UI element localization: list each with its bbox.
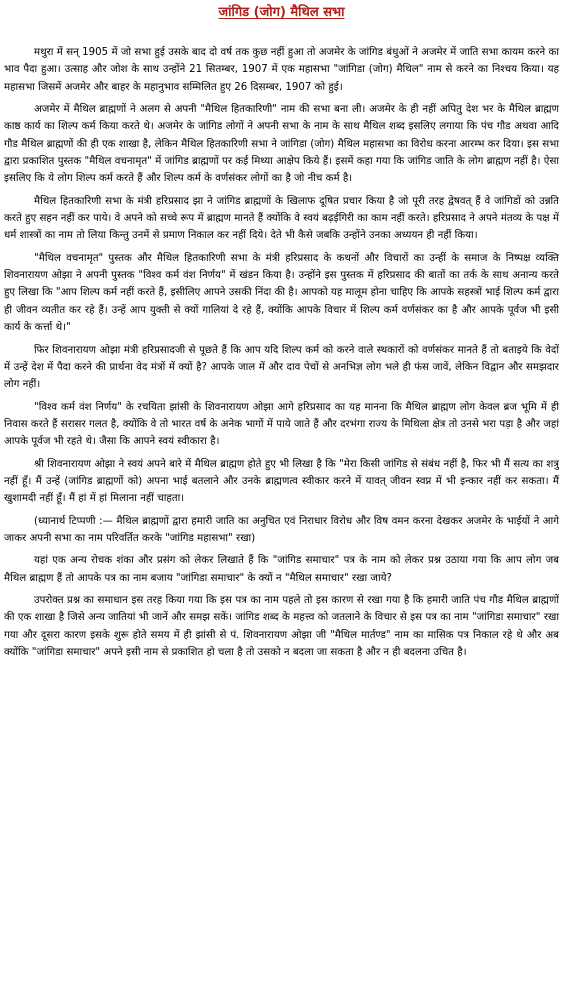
- paragraph-4: "मैथिल वचनामृत" पुस्तक और मैथिल हितकारिणी सभा के मंत्री हरिप्रसाद के कथनों और विचारों का उन्हीं के समाज के निष्पक्ष व्यक्ति शिवनारायण ओझा ने अपनी पुस्तक "विश्व कर्म वंश निर्णय" में खंडन किया है। उन्होंने इस पुस्तक में हरिप्रसाद की बातों का तर्क के साथ अनान्य करते हुए लिखा कि "आप शिल्प कर्म नहीं करते हैं, इसीलिए आपने उसकी निंदा की है। आपको यह मालूम होना चाहिए कि आपके सहस्त्रों भाई शिल्प कर्म द्वारा ही जीवन व्यतीत कर रहे हैं। उन्हें आप युक्ती से क्यों गालियां दे रहे हैं, क्योंकि आपके विचार में शिल्प कर्म वर्णसंकर का है और आपके पूर्वज भी इसी कार्य के कर्त्ता थे।": [4, 252, 559, 334]
- paragraph-1: मथुरा में सन् 1905 में जो सभा हुई उसके बाद दो वर्ष तक कुछ नहीं हुआ तो अजमेर के जांगिड बंधुओं ने अजमेर में जाति सभा कायम करने का भाव पैदा हुआ। उत्साह और जोश के साथ उन्होंने 21 सितम्बर, 1907 में एक महासभा "जांगिडा (जोग) मैथिल" नाम से करने का निश्चय किया। यह महासभा जिसमें अजमेर और बाहर के महानुभाव सम्मिलित हुए 26 दिसम्बर, 1907 को हुई।: [4, 47, 559, 93]
- paragraph-9: यहां एक अन्य रोचक शंका और प्रसंग को लेकर लिखाते हैं कि "जांगिड समाचार" पत्र के नाम को लेकर प्रश्न उठाया गया कि आप लोग जब मैथिल ब्राह्मण हैं तो आपके पत्र का नाम बजाय "जांगिडा समाचार" के क्यों न "मैथिल समाचार" रखा जाये?: [4, 555, 559, 584]
- page-title: जांगिड (जोग) मैथिल सभा: [218, 5, 345, 20]
- paragraph-3: मैथिल हितकारिणी सभा के मंत्री हरिप्रसाद झा ने जांगिड ब्राह्मणों के खिलाफ दूषित प्रचार किया है जो पूरी तरह द्वेषवत् हैं वे जांगिडों को उन्नति करते हुए सहन नहीं कर पाये। वे अपने को सच्चे रूप में ब्राह्मण मानते हैं क्योंकि वे स्वयं बढ़ईगिरी का काम नहीं करते। हरिप्रसाद ने अपने मंतव्य के पक्ष में धर्म शास्त्रों का नाम तो लिया किन्तु उनमें से प्रमाण निकाल कर नहीं दिये। देते भी कैसे जबकि उन्होंने उनका अध्ययन ही नहीं किया।: [4, 195, 559, 242]
- paragraph-10: उपरोक्त प्रश्न का समाधान इस तरह किया गया कि इस पत्र का नाम पहले तो इस कारण से रखा गया है कि हमारी जाति पंच गौड मैथिल ब्राह्मणों की एक शाखा है जिसे अन्य जातियां भी जानें और समझ सकें। जांगिड शब्द के महत्त्व को जतलाने के विचार से इस पत्र का नाम "जांगिडा समाचार" रखा गया और दूसरा कारण इसके शुरू होते समय में ही झांसी से पं. शिवनारायण ओझा जी "मैथिल मार्तण्ड" नाम का मासिक पत्र निकाल रहे थे और अब क्योंकि "जांगिडा समाचार" अपने इसी नाम से प्रकाशित हो चला है तो उसको न बदला जा सकता है और न ही बदलना उचित है।: [4, 594, 559, 658]
- paragraph-7: श्री शिवनारायण ओझा ने स्वयं अपने बारे में मैथिल ब्राह्मण होते हुए भी लिखा है कि "मेरा किसी जांगिड से संबंध नहीं है, फिर भी मैं सत्य का शत्रु नहीं हूँ। मैं उन्हें (जांगिड ब्राह्मणों को) अपना भाई बतलाने और उनके ब्राह्मणत्व स्वीकार करने में यावत् जीवन स्वप्न में भी इन्कार नहीं कर सकता। मैं खुशामदी नहीं हूँ। मैं हां में हां मिलाना नहीं चाहता।: [4, 458, 559, 505]
- paragraph-8: (ध्यानार्थ टिप्पणी :— मैथिल ब्राह्मणों द्वारा हमारी जाति का अनुचित एवं निराधार विरोध और विष वमन करना देखकर अजमेर के भाईयों ने आगे जाकर अपनी सभा का नाम परिवर्तित करके "जांगिड महासभा" रखा): [4, 515, 559, 544]
- paragraph-5: फिर शिवनारायण ओझा मंत्री हरिप्रसादजी से पूछते हैं कि आप यदि शिल्प कर्म को करने वाले स्थकारों को वर्णसंकर मानते हैं तो बताइये कि वेदों में उन्हें देश में पैदा करने की प्रार्थना वेद मंत्रों में क्यों है? आपके जाल में और दाव पेचों से अनभिज्ञ लोग भले ही फंस जावें, लेकिन विद्वान और समझदार लोग नहीं।: [4, 344, 559, 391]
- paragraph-6: "विश्व कर्म वंश निर्णय" के रचयिता झांसी के शिवनारायण ओझा आगे हरिप्रसाद का यह मानना कि मैथिल ब्राह्मण लोग केवल ब्रज भूमि में ही निवास करते हैं सरासर गलत है, क्योंकि वे तो भारत वर्ष के अनेक भागों में पाये जाते हैं और दरभंगा राज्य के मिथिला क्षेत्र तो उनसे भरा पड़ा है और जहां आपके पूर्वज भी रहते थे। जैसा कि आपने स्वयं स्वीकारा है।: [4, 401, 559, 448]
- paragraph-2: अजमेर में मैथिल ब्राह्मणों ने अलग से अपनी "मैथिल हितकारिणी" नाम की सभा बना ली। अजमेर के ही नहीं अपितु देश भर के मैथिल ब्राह्मण काष्ठ कार्य का शिल्प कर्म किया करते थे। अजमेर के जांगिड लोगों ने अपनी सभा के नाम के साथ मैथिल शब्द इसलिए लगाया कि पंच गौड अथवा आदि गौड मैथिल ब्राह्मणों की ही एक शाखा है, लेकिन मैथिल हितकारिणी सभा ने जांगिडा (जोग) मैथिल महासभा का विरोध करना आरम्भ कर दिया। इस सभा द्वारा प्रकाशित पुस्तक "मैथिल वचनामृत" में जांगिड ब्राह्मणों पर कई मिथ्या आक्षेप किये हैं। इसमें कहा गया कि जांगिड जाति के लोग ब्राह्मण नहीं है। ऐसा इसलिए कि ये लोग शिल्प कर्म करते हैं और शिल्प कर्म के वर्णसंकर लोगों का है जो नीच कर्म है।: [4, 104, 559, 185]
